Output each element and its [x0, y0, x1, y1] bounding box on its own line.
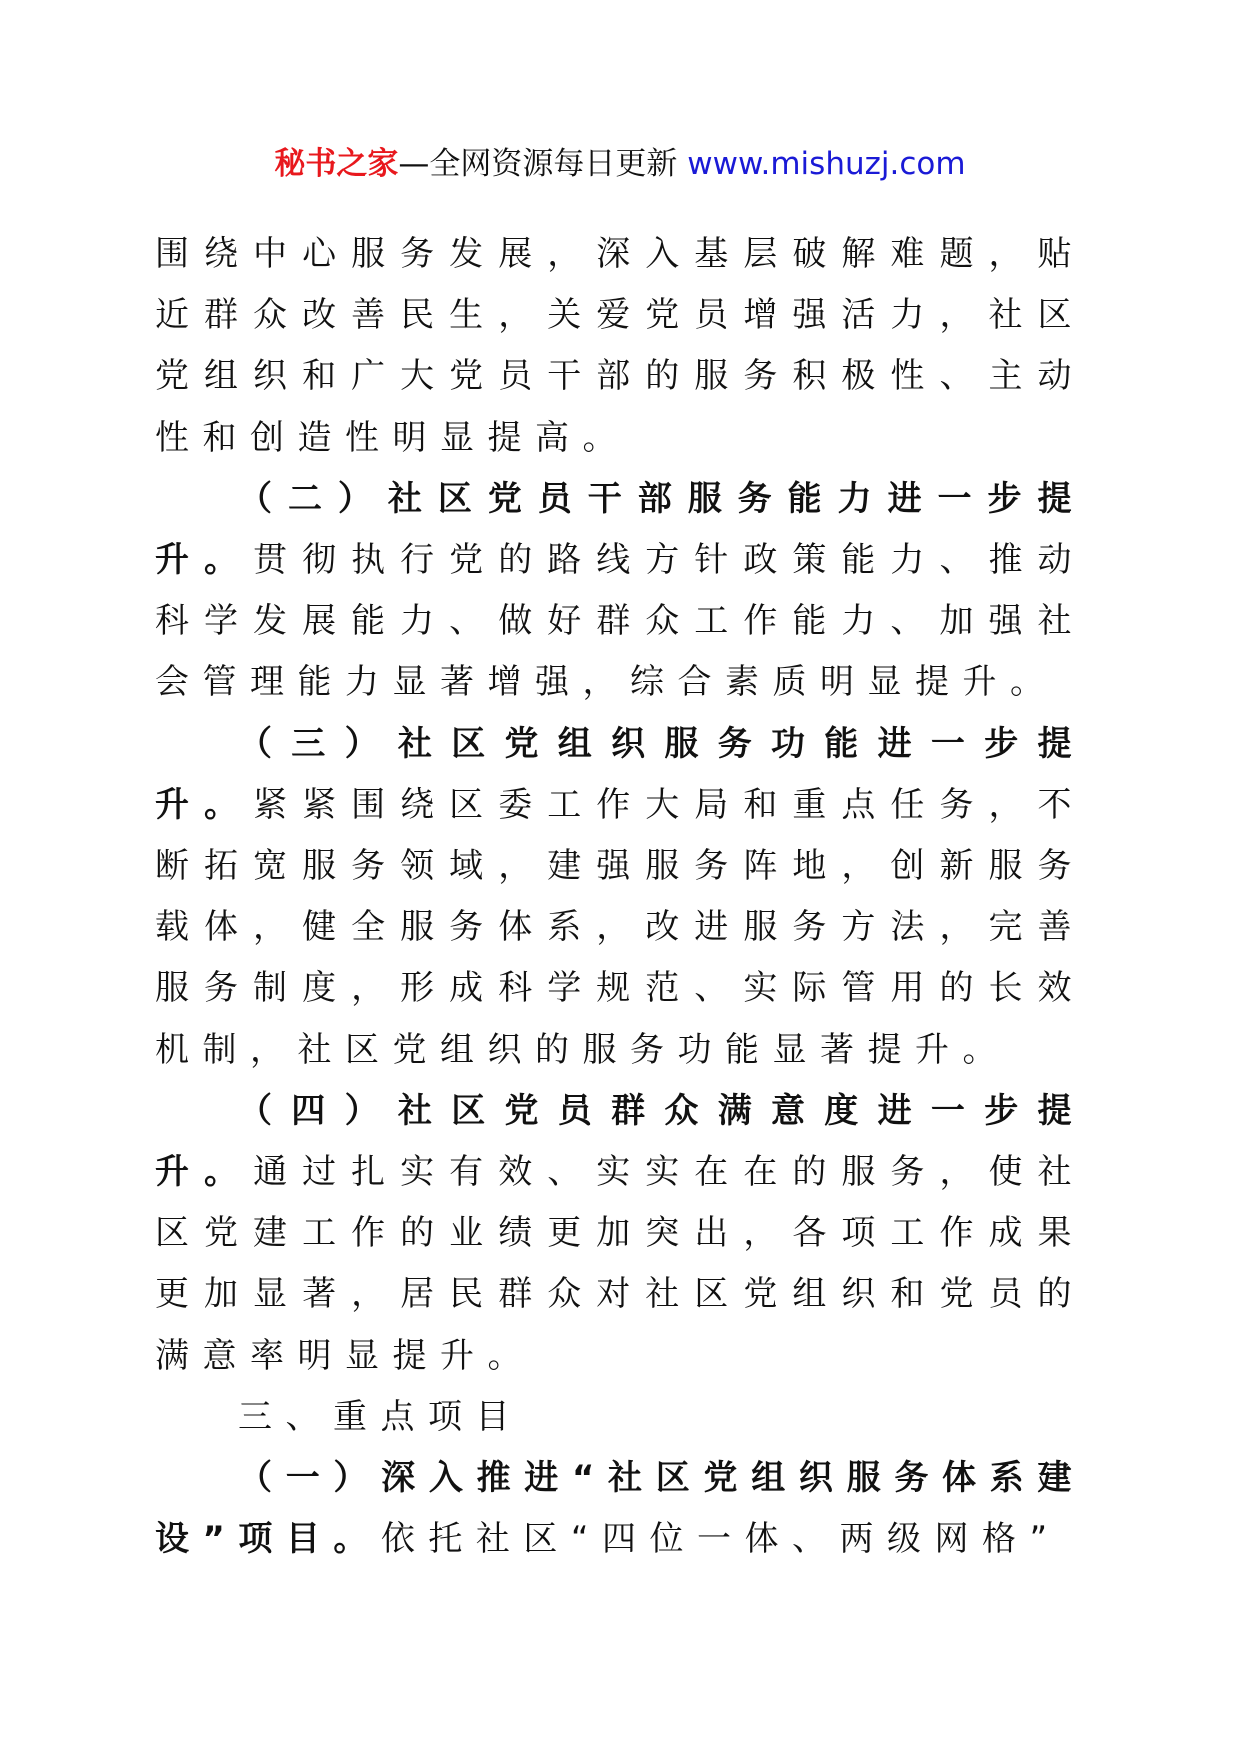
- section-heading: [155, 1387, 1085, 1448]
- paragraph-heading: （一）深入推进“社区党组织服务体系建设”项目。: [155, 1458, 1085, 1560]
- paragraph-goal-2: [155, 469, 1085, 714]
- paragraph-goal-4: [155, 1081, 1085, 1387]
- paragraph-text: 依托社区“四位一体、两级网格”: [380, 1519, 1061, 1560]
- paragraph-text: 紧紧围绕区委工作大局和重点任务，不断拓宽服务领域，建强服务阵地，创新服务载体，健全服务体系，改进服务方法，完善服务制度，形成科学规范、实际管用的长效机制，社区党组织的服务功能显著提升。: [155, 784, 1086, 1070]
- paragraph-heading: （三）社区党组织服务功能进一步提升。: [155, 723, 1085, 825]
- paragraph-project-1: [155, 1448, 1085, 1570]
- brand-name: 秘书之家: [274, 146, 399, 182]
- page-header: [0, 142, 1240, 186]
- paragraph-goal-3: [155, 714, 1085, 1081]
- paragraph-heading: （二）社区党员干部服务能力进一步提升。: [155, 478, 1085, 581]
- section-heading-text: 三、重点项目: [238, 1396, 523, 1437]
- paragraph-continuation: [155, 224, 1085, 469]
- paragraph-text: 通过扎实有效、实实在在的服务，使社区党建工作的业绩更加突出，各项工作成果更加显著，居民群众对社区党组织和党员的满意率明显提升。: [155, 1152, 1086, 1376]
- document-body: [155, 224, 1085, 1570]
- site-url-link[interactable]: www.mishuzj.com: [687, 146, 966, 182]
- paragraph-text: 贯彻执行党的路线方针政策能力、推动科学发展能力、做好群众工作能力、加强社会管理能力显著增强，综合素质明显提升。: [155, 540, 1086, 703]
- paragraph-text: 围绕中心服务发展，深入基层破解难题，贴近群众改善民生，关爱党员增强活力，社区党组织和广大党员干部的服务积极性、主动性和创造性明显提高。: [155, 234, 1085, 458]
- paragraph-heading: （四）社区党员群众满意度进一步提升。: [155, 1090, 1085, 1193]
- header-tagline: —全网资源每日更新: [398, 146, 678, 182]
